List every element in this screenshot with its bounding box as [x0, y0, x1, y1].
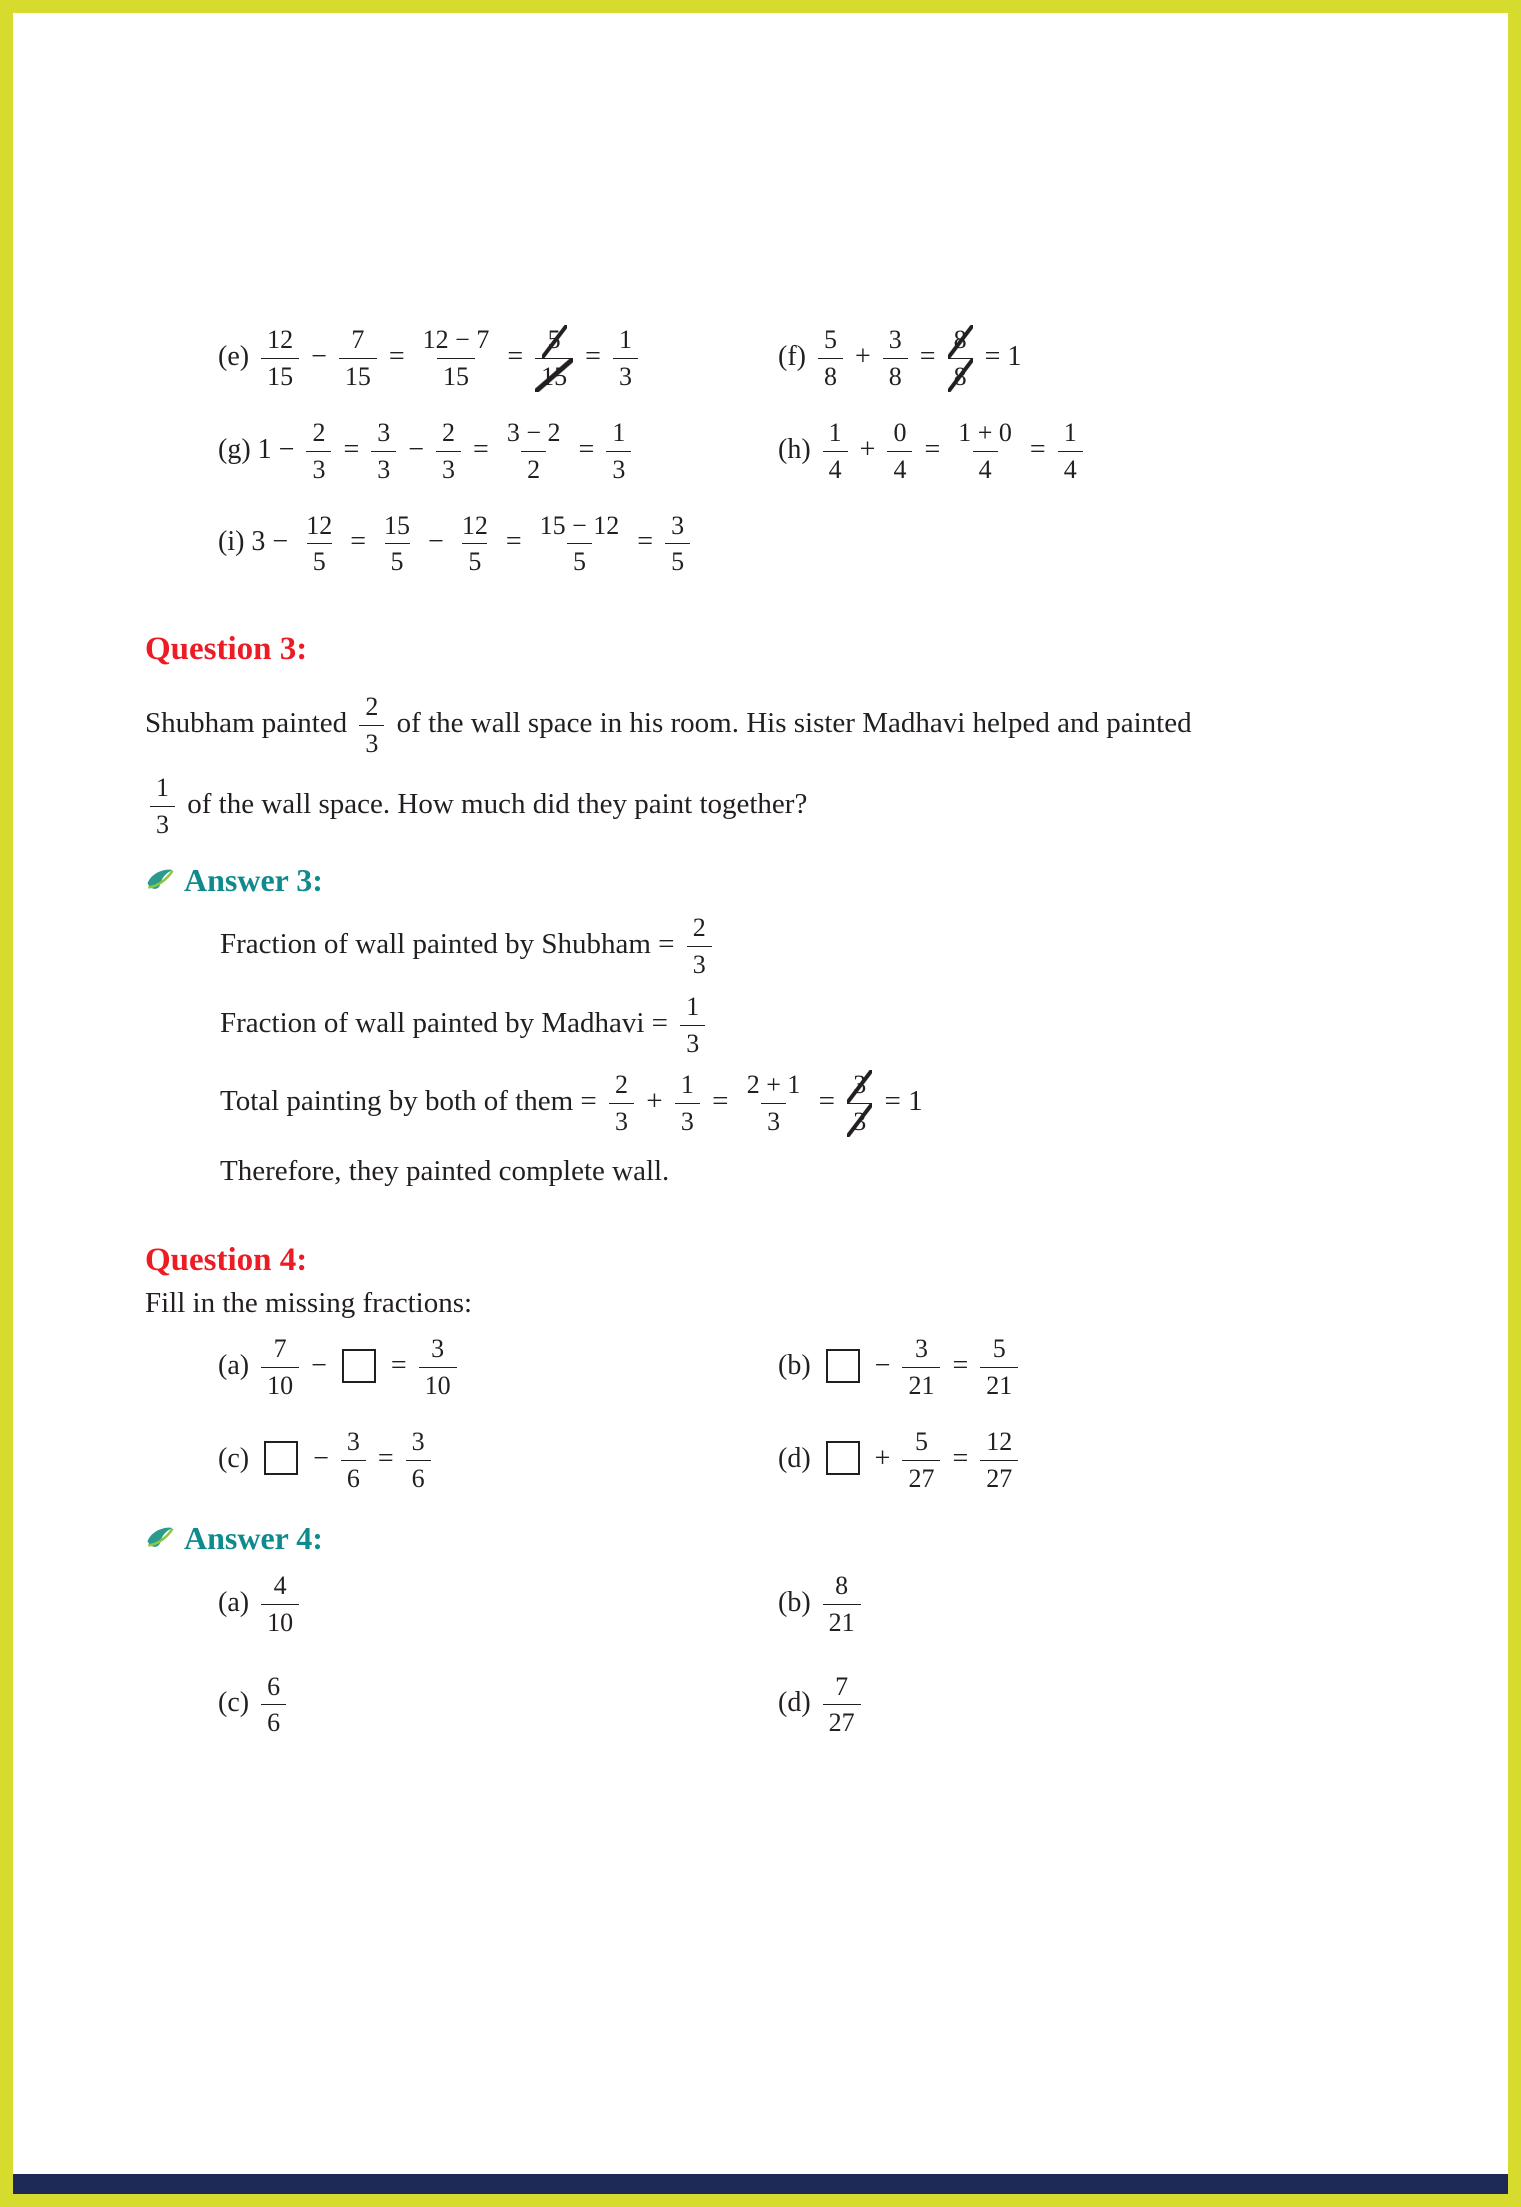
- fraction: $\frac{5}{15}$: [535, 325, 573, 392]
- fraction: $\frac{1}{3}$: [606, 418, 631, 485]
- document-page: [13, 13, 1508, 2194]
- equation-cell: [145, 325, 778, 392]
- missing-fraction-box: [826, 1441, 860, 1475]
- fraction: $\frac{3}{8}$: [883, 325, 908, 392]
- fraction: $\frac{8}{8}$: [948, 325, 973, 392]
- fraction: $\frac{1}{3}$: [613, 325, 638, 392]
- fraction: $\frac{1}{4}$: [823, 418, 848, 485]
- question2-solutions: [145, 325, 1408, 577]
- fraction: $\frac{7}{27}$: [823, 1672, 861, 1739]
- fraction: $\frac{1 + 0}{4}$: [958, 417, 1012, 484]
- question4-d: (d) + $\frac{5}{27}$ = $\frac{12}{27}$: [778, 1443, 1023, 1474]
- answer3-line-shubham: Fraction of wall painted by Shubham = $\frac{2}{3}$: [145, 913, 1408, 980]
- brand-logo-icon: [145, 865, 175, 895]
- footer-bar: [13, 2174, 1508, 2194]
- question3-heading: Question 3:: [145, 631, 308, 668]
- equation-cell: [145, 1571, 778, 1638]
- fraction: $\frac{5}{8}$: [818, 325, 843, 392]
- equation-i: (i) 3 − $\frac{12}{5}$ = $\frac{15}{5}$ − $\frac{12}{5}$ = $\frac{15 - 12}{5}$ = $\frac{3}{5}$: [218, 526, 695, 557]
- fraction: $\frac{2}{3}$: [687, 913, 712, 980]
- fraction: $\frac{2}{3}$: [306, 418, 331, 485]
- equation-h: (h) $\frac{1}{4}$ + $\frac{0}{4}$ = $\frac{1 + 0}{4}$ = $\frac{1}{4}$: [778, 434, 1088, 465]
- fraction: $\frac{2}{3}$: [609, 1070, 634, 1137]
- equation-cell: [145, 1427, 778, 1494]
- equation-row: [145, 1672, 1408, 1739]
- equation-e: (e) $\frac{12}{15}$ − $\frac{7}{15}$ = $\frac{12 - 7}{15}$ = $\frac{5}{15}$ = $\frac{1}{3}$: [218, 341, 643, 372]
- answer4-b: (b) $\frac{8}{21}$: [778, 1587, 866, 1618]
- fraction: $\frac{1}{3}$: [680, 992, 705, 1059]
- equation-row: [145, 418, 1408, 485]
- answer3-heading: [145, 862, 1408, 899]
- fraction: $\frac{12}{27}$: [980, 1427, 1018, 1494]
- fraction: $\frac{0}{4}$: [887, 418, 912, 485]
- answer4-heading-label: Answer 4:: [184, 1519, 323, 1556]
- fraction: $\frac{7}{15}$: [339, 325, 377, 392]
- answer4-items: [145, 1571, 1408, 1739]
- fraction: $\frac{15 - 12}{5}$: [539, 510, 620, 577]
- answer4-heading: [145, 1520, 1408, 1557]
- content: [13, 13, 1508, 1738]
- equation-row: [145, 1427, 1408, 1494]
- equation-cell: [145, 511, 778, 578]
- question4-b: (b) − $\frac{3}{21}$ = $\frac{5}{21}$: [778, 1350, 1023, 1381]
- question4-c: (c) − $\frac{3}{6}$ = $\frac{3}{6}$: [218, 1443, 436, 1474]
- equation-cell: [778, 1334, 1408, 1401]
- equation-cell: [778, 325, 1408, 392]
- equation-row: [145, 511, 1408, 578]
- fraction: $\frac{7}{10}$: [261, 1334, 299, 1401]
- answer3-line-madhavi: Fraction of wall painted by Madhavi = $\frac{1}{3}$: [145, 992, 1408, 1059]
- equation-cell: [778, 1571, 1408, 1638]
- fraction: $\frac{6}{6}$: [261, 1672, 286, 1739]
- fraction: $\frac{3}{10}$: [419, 1334, 457, 1401]
- fraction: $\frac{12}{15}$: [261, 325, 299, 392]
- answer4-d: (d) $\frac{7}{27}$: [778, 1687, 866, 1718]
- equation-row: [145, 1571, 1408, 1638]
- missing-fraction-box: [264, 1441, 298, 1475]
- fraction: $\frac{5}{21}$: [980, 1334, 1018, 1401]
- fraction: $\frac{3}{21}$: [902, 1334, 940, 1401]
- answer3-conclusion: Therefore, they painted complete wall.: [220, 1155, 670, 1188]
- answer4-a: (a) $\frac{4}{10}$: [218, 1587, 304, 1618]
- fraction: $\frac{1}{3}$: [675, 1070, 700, 1137]
- answer4-c: (c) $\frac{6}{6}$: [218, 1687, 291, 1718]
- equation-f: (f) $\frac{5}{8}$ + $\frac{3}{8}$ = $\frac{8}{8}$ = 1: [778, 325, 1022, 391]
- question4-items: [145, 1334, 1408, 1494]
- fraction: $\frac{2}{3}$: [359, 692, 384, 759]
- fraction: $\frac{3}{3}$: [371, 418, 396, 485]
- fraction: $\frac{8}{21}$: [823, 1571, 861, 1638]
- fraction: $\frac{12}{5}$: [306, 510, 333, 577]
- fraction: $\frac{2 + 1}{3}$: [746, 1070, 801, 1137]
- equation-g: (g) 1 − $\frac{2}{3}$ = $\frac{3}{3}$ − $\frac{2}{3}$ = $\frac{3 - 2}{2}$ = $\frac{1}{3}$: [218, 434, 636, 465]
- question4-a: (a) $\frac{7}{10}$ − = $\frac{3}{10}$: [218, 1350, 462, 1381]
- fraction: $\frac{4}{10}$: [261, 1571, 299, 1638]
- answer3-line-total: Total painting by both of them = $\frac{2}{3}$ + $\frac{1}{3}$ = $\frac{2 + 1}{3}$ = $\frac{3}{3}$ = 1: [220, 1070, 923, 1137]
- fraction: $\frac{15}{5}$: [384, 510, 411, 577]
- fraction: $\frac{12 - 7}{15}$: [422, 325, 490, 391]
- question4-heading: Question 4:: [145, 1242, 308, 1279]
- equation-cell: [778, 418, 1408, 485]
- brand-logo-icon: [145, 1523, 175, 1553]
- fraction: $\frac{3}{6}$: [406, 1427, 431, 1494]
- missing-fraction-box: [826, 1349, 860, 1383]
- fraction: $\frac{3}{3}$: [847, 1070, 872, 1137]
- answer3-heading-label: Answer 3:: [184, 861, 323, 898]
- fraction: $\frac{5}{27}$: [902, 1427, 940, 1494]
- fraction: $\frac{2}{3}$: [436, 418, 461, 485]
- equation-cell: [778, 1672, 1408, 1739]
- question3-text-line1: Shubham painted $\frac{2}{3}$ of the wall space in his room. His sister Madhavi helped and painted: [145, 692, 1192, 759]
- fraction: $\frac{12}{5}$: [461, 510, 488, 577]
- equation-cell: [145, 418, 778, 485]
- equation-row: [145, 325, 1408, 392]
- fraction: $\frac{1}{4}$: [1058, 418, 1083, 485]
- question4-intro: Fill in the missing fractions:: [145, 1287, 473, 1320]
- fraction: $\frac{3}{5}$: [665, 511, 690, 578]
- question3-text-line2: $\frac{1}{3}$ of the wall space. How much did they paint together?: [145, 773, 1408, 840]
- fraction: $\frac{1}{3}$: [150, 773, 175, 840]
- fraction: $\frac{3 - 2}{2}$: [506, 417, 561, 484]
- equation-row: [145, 1334, 1408, 1401]
- fraction: $\frac{3}{6}$: [341, 1427, 366, 1494]
- missing-fraction-box: [342, 1349, 376, 1383]
- equation-cell: [778, 1427, 1408, 1494]
- equation-cell: [145, 1334, 778, 1401]
- equation-cell: [145, 1672, 778, 1739]
